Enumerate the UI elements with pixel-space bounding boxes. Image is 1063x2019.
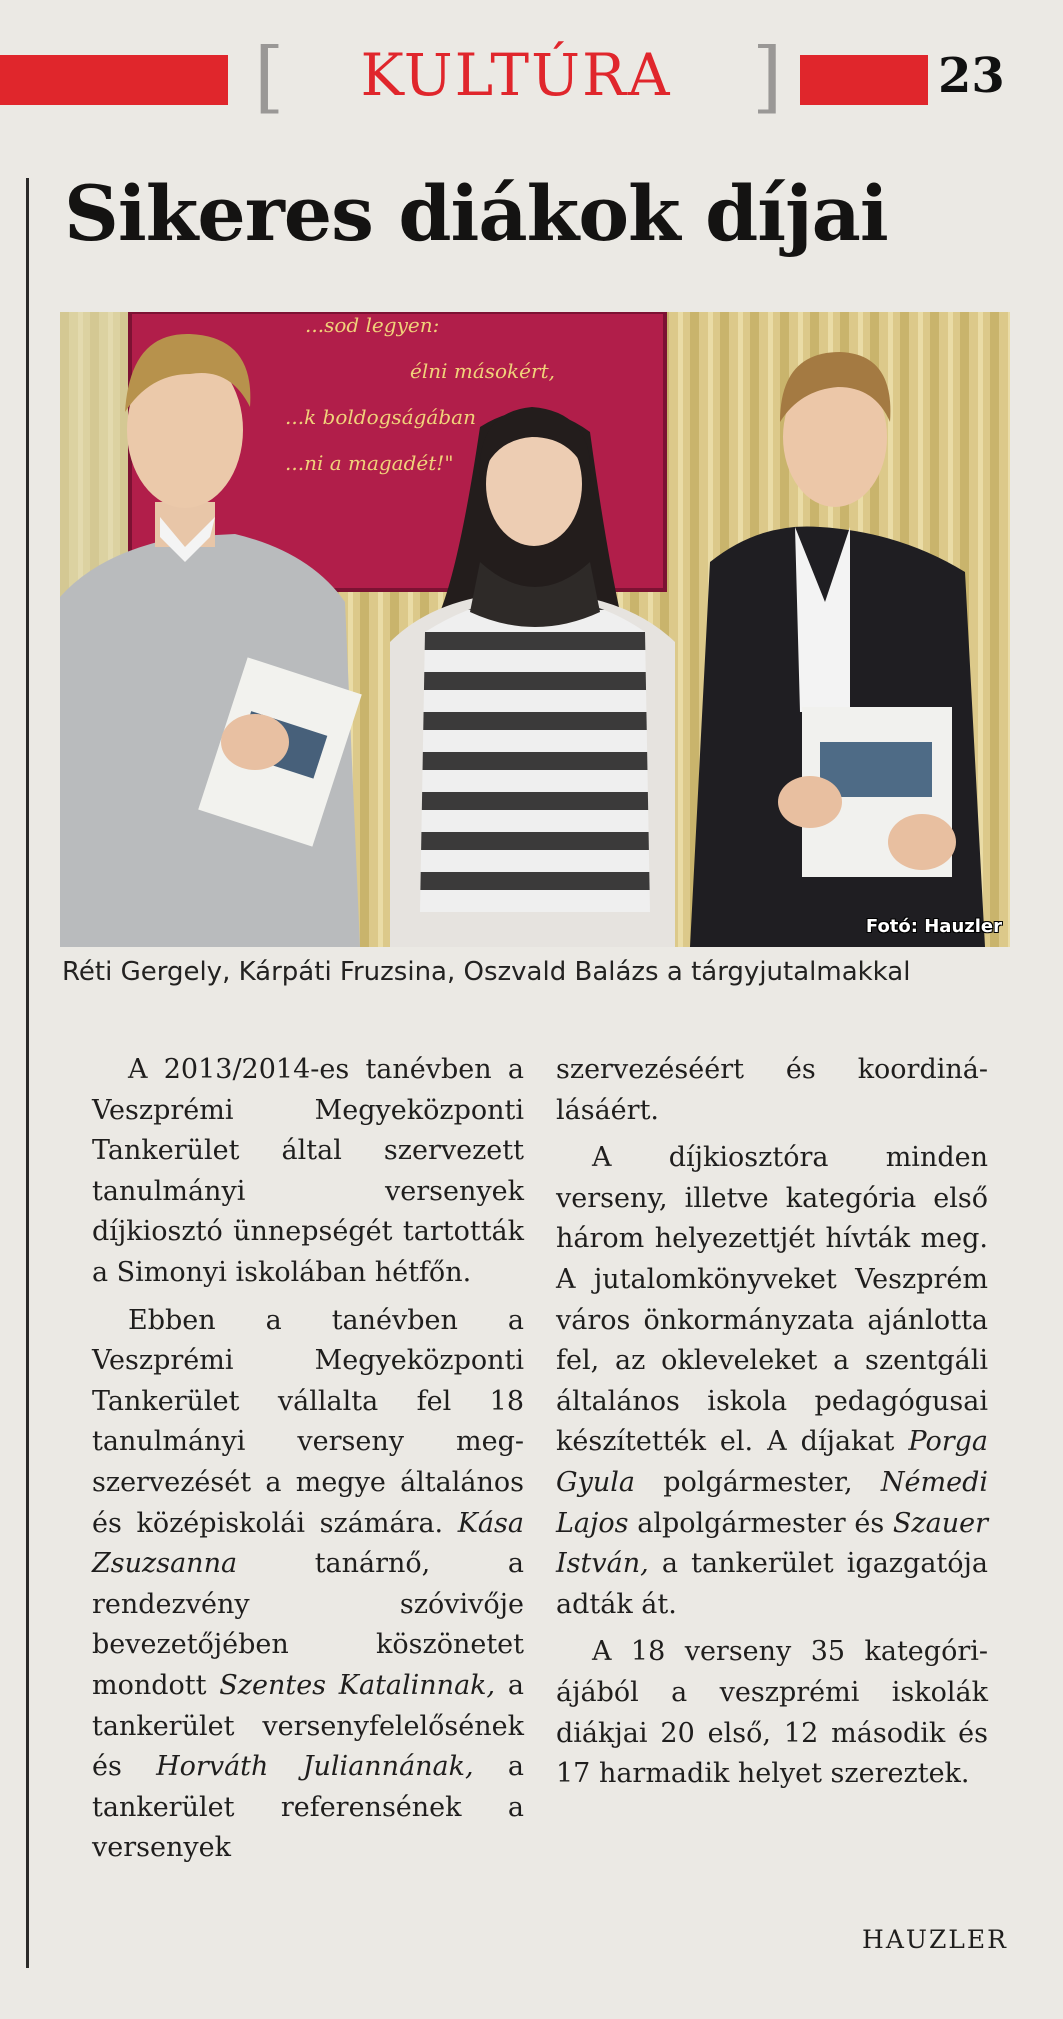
article-column-right xyxy=(556,1050,988,1802)
section-title: KULTÚRA xyxy=(360,41,672,109)
article-headline: Sikeres diákok díjai xyxy=(64,169,888,258)
text-run: alpolgármester és xyxy=(628,1507,893,1539)
person-name: Kása Zsuzsanna xyxy=(92,1507,524,1580)
paragraph: szervezéséért és koordinálásáért. xyxy=(556,1054,988,1126)
text-run: a tankerület igazgatója adták át. xyxy=(556,1548,988,1620)
text-run: polgármester, xyxy=(634,1466,881,1498)
header-bracket-open: [ xyxy=(254,32,285,122)
text-run: tanárnő, a rendezvény szóvivője bevezetőjében köszönetet mondott xyxy=(92,1548,524,1701)
person-name: Szauer István, xyxy=(556,1507,988,1580)
person-name: Szentes Katalinnak, xyxy=(219,1669,496,1701)
text-run: A díjkiosztóra minden verseny, illetve kategória első három helyezettjét hívták meg. A jutalomkönyveket Veszprém város önkormányzata ajánlotta fel, az okleveleket a szentgáli általános iskola pedagógusai készítették el. A díjakat xyxy=(556,1142,988,1458)
person-name: Porga Gyula xyxy=(556,1426,988,1498)
article-column-left xyxy=(92,1050,524,1876)
header-bracket-close: ] xyxy=(752,32,783,122)
person-name: Némedi Lajos xyxy=(556,1466,988,1539)
author-byline: HAUZLER xyxy=(862,1925,1008,1954)
poster-line: ...sod legyen: xyxy=(305,313,440,337)
text-run: Ebben a tanévben a Veszprémi Megyeközponti Tankerület vállalta fel 18 tanulmányi verseny megszervezését a megye általános és középiskolái számára. xyxy=(92,1304,524,1539)
poster-line: ...k boldogságában xyxy=(285,405,476,429)
column-rule xyxy=(26,178,29,1968)
poster-line: élni másokért, xyxy=(410,359,555,383)
photo-caption: Réti Gergely, Kárpáti Fruzsina, Oszvald Balázs a tárgyjutalmakkal xyxy=(62,957,911,987)
header-band-left xyxy=(0,55,228,105)
paragraph: A 18 verseny 35 kategóriájából a veszprémi iskolák diákjai 20 első, 12 második és 17 harmadik helyet szereztek. xyxy=(556,1636,988,1790)
header-band-right xyxy=(800,55,928,105)
paragraph xyxy=(92,1301,524,1869)
paragraph: A 2013/2014-es tanévben a Veszprémi Megyeközponti Tankerület által szervezett tanulmányi versenyek díjkiosztó ünnepségét tartották a Simonyi iskolában hétfőn. xyxy=(92,1054,524,1288)
poster-line: ...ni a magadét!" xyxy=(285,451,454,475)
article-photo xyxy=(60,312,1010,947)
text-run: a tankerület referensének a versenyek xyxy=(92,1751,524,1864)
photo-scene xyxy=(60,312,1010,947)
paragraph xyxy=(556,1138,988,1625)
photo-credit: Fotó: Hauzler xyxy=(865,916,1002,937)
text-run: a tankerület versenyfelelősének és xyxy=(92,1669,524,1783)
page-number: 23 xyxy=(938,48,1005,104)
person-name: Horváth Juliannának, xyxy=(156,1751,474,1783)
